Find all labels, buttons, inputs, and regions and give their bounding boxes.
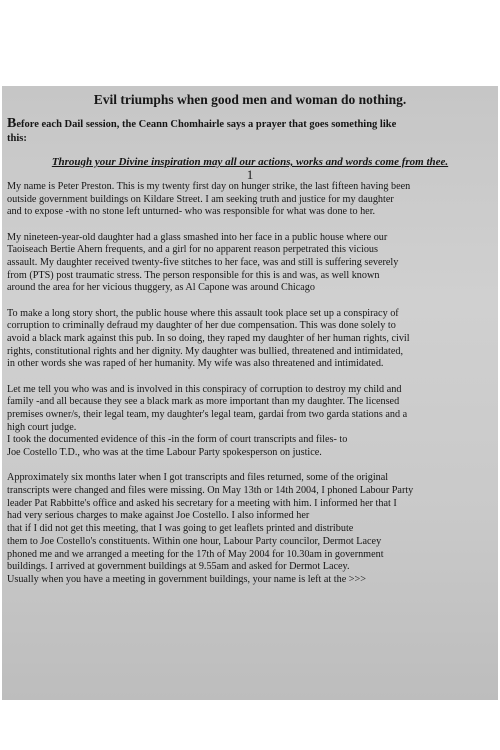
paragraph-line: Let me tell you who was and is involved in this conspiracy of corruption to destroy my child and [7,383,402,395]
paragraph-line: avoid a black mark against this pub. In so doing, they raped my daughter of her human rights, civil [7,333,410,345]
paragraph-line: and to expose -with no stone left unturned- who was responsible for what was done to her. [7,206,376,218]
page-number: 1 [246,167,254,182]
paragraph-line: leader Pat Rabbitte's office and asked his secretary for a meeting with him. I informed her that I [7,497,397,509]
paragraph-line: corruption to criminally defraud my daughter of her due compensation. This was done solely to [7,320,396,332]
document-page [2,86,498,700]
paragraph-line: My nineteen-year-old daughter had a glass smashed into her face in a public house where our [7,231,388,243]
paragraph [7,181,493,219]
paragraph-line: high court judge. [7,421,77,433]
paragraph-line: in other words she was raped of her humanity. My wife was also threatened and intimidated. [7,358,384,370]
paragraph-line: transcripts were changed and files were missing. On May 13th or 14th 2004, I phoned Labour Party [7,485,414,497]
paragraph-line: rights, constitutional rights and her dignity. My daughter was bullied, threatened and intimidated, [7,345,404,357]
paragraph-line: from (PTS) post traumatic stress. The person responsible for this is and was, as well known [7,269,380,281]
paragraph-line: Approximately six months later when I got transcripts and files returned, some of the original [7,472,389,484]
intro-line-2: this: [7,133,27,144]
paragraph [7,384,493,460]
paragraph-line: Taoiseach Bertie Ahern frequents, and a girl for no apparent reason perpetrated this vicious [7,244,378,256]
paragraph-line: them to Joe Costello's constituents. Within one hour, Labour Party councilor, Dermot Lacey [7,535,382,547]
paragraph-line: buildings. I arrived at government buildings at 9.55am and asked for Dermot Lacey. [7,561,350,573]
paragraph-line: assault. My daughter received twenty-five stitches to her face, was and still is suffering severely [7,257,399,269]
paragraph-line: My name is Peter Preston. This is my twenty first day on hunger strike, the last fifteen having been [7,181,411,192]
paragraph-line: family -and all because they see a black mark as more important than my daughter. The licensed [7,396,400,408]
paragraph-line: To make a long story short, the public house where this assault took place set up a conspiracy of [7,307,399,319]
document-content [7,92,493,599]
paragraph [7,308,493,372]
paragraph [7,232,493,296]
paragraph-line: phoned me and we arranged a meeting for the 17th of May 2004 for 10.30am in government [7,548,384,560]
prayer-quote: Through your Divine inspiration may all our actions, works and words come from thee. [51,156,449,168]
paragraph-line: Joe Costello T.D., who was at the time Labour Party spokesperson on justice. [7,447,322,459]
paragraph-line: that if I did not get this meeting, that I was going to get leaflets printed and distribute [7,523,354,535]
intro-text [7,117,493,146]
paragraph-line: I took the documented evidence of this -in the form of court transcripts and files- to [7,434,348,446]
intro-line-1: efore each Dail session, the Ceann Chomhairle says a prayer that goes something like [16,119,397,130]
document-title: Evil triumphs when good men and woman do nothing. [93,92,407,107]
paragraph-line: premises owner/s, their legal team, my daughter's legal team, gardai from two garda stations and a [7,409,408,421]
letter-body [7,181,493,587]
paragraph-line: Usually when you have a meeting in government buildings, your name is left at the >>> [7,573,367,585]
paragraph-line: around the area for her vicious thuggery, as Al Capone was around Chicago [7,282,315,294]
paragraph-line: had very serious charges to make against Joe Costello. I also informed her [7,510,310,522]
paragraph-line: outside government buildings on Kildare Street. I am seeking truth and justice for my daughter [7,193,394,205]
intro-initial: B [7,116,17,131]
paragraph [7,472,493,586]
